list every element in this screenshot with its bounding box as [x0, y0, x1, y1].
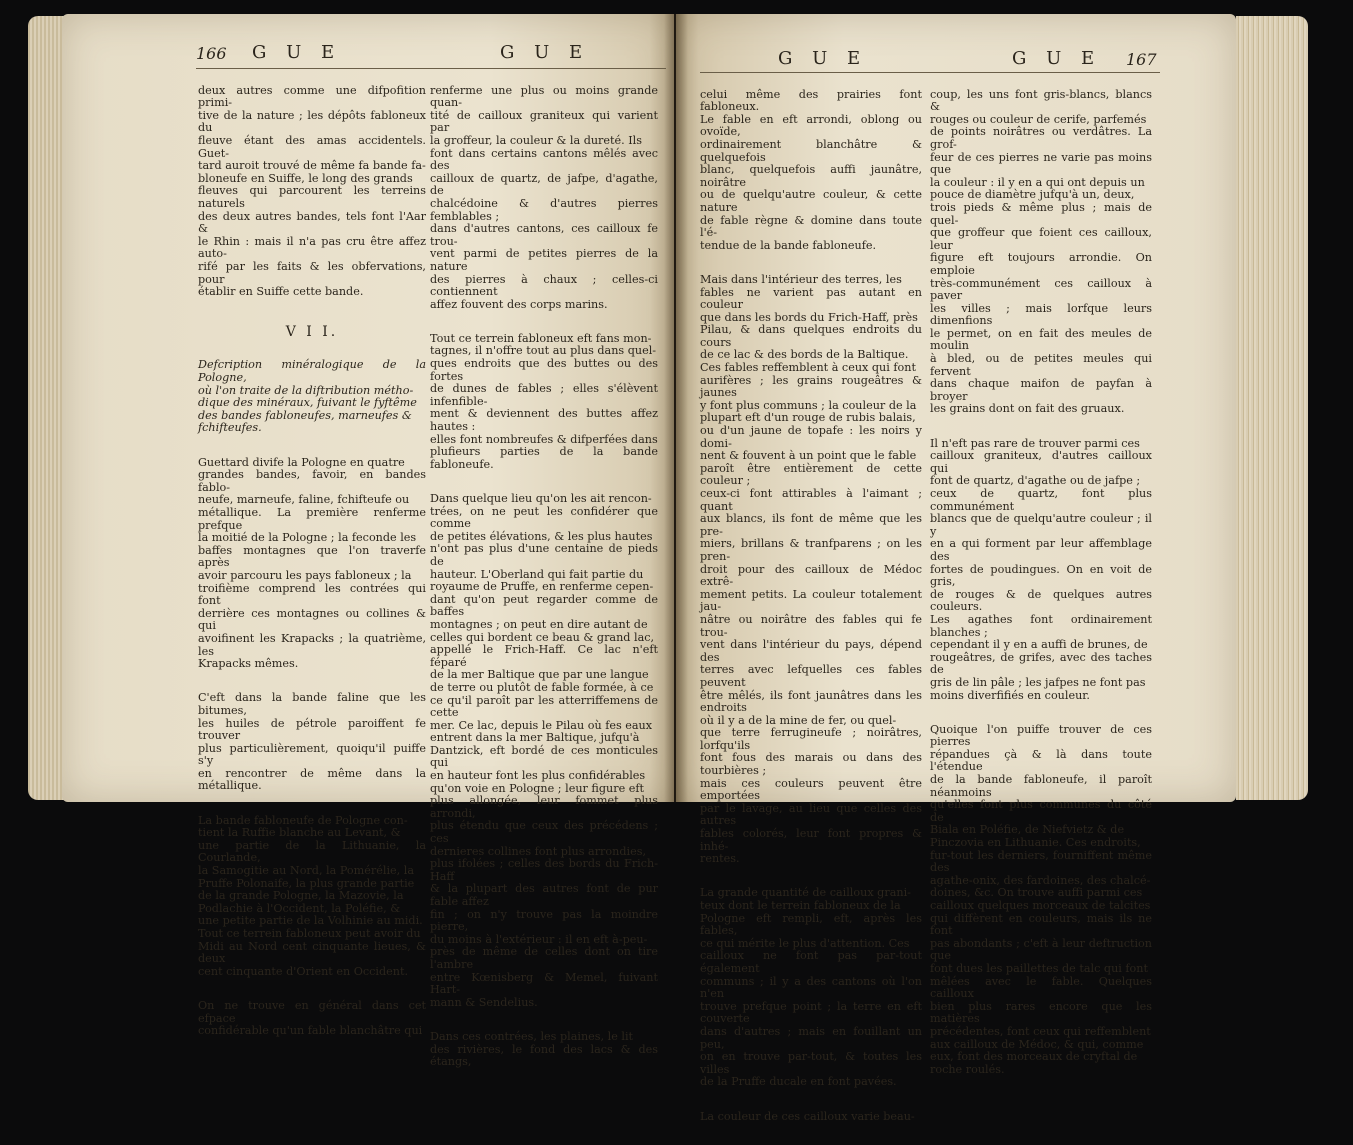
left-page-number: 166 — [196, 44, 227, 63]
book-gutter — [664, 14, 688, 802]
section-subtitle: Defcription minéralogique de la Pologne, où l'on traite de la diftribution métho- dique des minéraux, fuivant le fyftême des bandes fabloneufes, marneufes & fchifteufes. — [198, 358, 426, 435]
right-page-number: 167 — [1126, 50, 1157, 69]
paragraph: La bande fabloneufe de Pologne con- tient la Ruffie blanche au Levant, & une partie de la Lithuanie, la Courlande, la Samogitie au Nord, la Pomérélie, la Pruffe Polonaife, la plus grande partie de la grande Pologne, la Mazovie, la Podlachie à l'Occident, la Poléfie, & une petite partie de la Volhinie au midi. Tout ce terrein fabloneux peut avoir du Midi au Nord cent cinquante lieues, & deux cent cinquante d'Orient en Occident. — [198, 813, 426, 978]
paragraph: deux autres comme une difpofition primi- tive de la nature ; les dépôts fabloneux du fleuve étant des amas accidentels. Guet- tard auroit trouvé de même fa bande fa- bloneufe en Suiffe, le long des grands fleuves qui parcourent les terreins naturels des deux autres bandes, tels font l'Aar & le Rhin : mais il n'a pas cru être affez auto- rifé par les faits & les obfervations, pour établir en Suiffe cette bande. — [198, 83, 426, 299]
paragraph: Dans quelque lieu qu'on les ait rencon- trées, on ne peut les confidérer que comme de petites élévations, & les plus hautes n'ont pas plus d'une centaine de pieds de hauteur. L'Oberland qui fait partie du royaume de Pruffe, en renferme cepen- dant qu'on peut regarder comme de baffes montagnes ; on peut en dire autant de celles qui bordent ce beau & grand lac, appellé le Frich-Haff. Ce lac n'eft féparé de la mer Baltique que par une langue de terre ou plutôt de fable formée, à ce ce qu'il paroît par les atterriffemens de cette mer. Ce lac, depuis le Pilau où fes eaux entrent dans la mer Baltique, jufqu'à Dantzick, eft bordé de ces monticules qui en hauteur font les plus confidérables qu'on voie en Pologne ; leur figure eft plus allongée, leur fommet plus arrondi, plus étendu que ceux des précédens ; ces dernieres collines font plus arrondies, plus ifolées ; celles des bords du Frich-Haff & la plupart des autres font de pur fable affez fin ; on n'y trouve pas la moindre pierre, du moins à l'extérieur : il en eft à-peu- près de même de celles dont on tire l'ambre entre Kœnisberg & Memel, fuivant Hart- mann & Sendelius. — [430, 492, 658, 1009]
left-running-head-2: G U E — [500, 42, 590, 63]
right-column-2 — [930, 76, 1152, 1098]
paragraph: renferme une plus ou moins grande quan- tité de cailloux graniteux qui varient par la groffeur, la couleur & la dureté. Ils font dans certains cantons mêlés avec des cailloux de quartz, de jafpe, d'agathe, de chalcédoine & d'autres pierres femblables ; dans d'autres cantons, ces cailloux fe trou- vent parmi de petites pierres de la nature des pierres à chaux ; celles-ci contiennent affez fouvent des corps marins. — [430, 83, 658, 311]
right-running-head-2: G U E — [1012, 48, 1102, 69]
paragraph: La grande quantité de cailloux grani- teux dont le terrein fabloneux de la Pologne eft rempli, eft, après les fables, ce qui mérite le plus d'attention. Ces cailloux ne font pas par-tout également communs ; il y a des cantons où l'on n'en trouve prefque point ; la terre en eft couverte dans d'autres ; mais en fouillant un peu, on en trouve par-tout, & toutes les villes de la Pruffe ducale en font pavées. — [700, 886, 922, 1089]
left-column-2 — [430, 72, 658, 1090]
left-running-head-1: G U E — [252, 42, 342, 63]
paragraph: On ne trouve en général dans cet efpace confidérable qu'un fable blanchâtre qui — [198, 998, 426, 1038]
left-page-edges — [28, 16, 64, 800]
left-header-rule — [196, 68, 666, 69]
paragraph: celui même des prairies font fabloneux. Le fable en eft arrondi, oblong ou ovoïde, ordinairement blanchâtre & quelquefois blanc, quelquefois auffi jaunâtre, noirâtre ou de quelqu'autre couleur, & cette nature de fable règne & domine dans toute l'é- tendue de la bande fabloneufe. — [700, 87, 922, 252]
left-column-1 — [198, 72, 426, 1059]
paragraph: Quoique l'on puiffe trouver de ces pierres répandues çà & là dans toute l'étendue de la bande fabloneufe, il paroît néanmoins qu'elles font plus communes du côté de Biala en Poléfie, de Niefvietz & de Pinczovia en Lithuanie. Ces endroits, fur-tout les derniers, fourniffent même des agathe-onix, des fardoines, des chalcé- doines, &c. On trouve auffi parmi ces cailloux quelques morceaux de talcites qui diffèrent en couleurs, mais ils ne font pas abondants ; c'eft à leur deftruction que font dues les paillettes de talc qui font mêlées avec le fable. Quelques cailloux bien plus rares encore que les matières précédentes, font ceux qui reffemblent aux cailloux de Médoc, & qui, comme eux, font des morceaux de cryftal de roche roulés. — [930, 722, 1152, 1076]
section-heading: V I I. — [285, 324, 339, 341]
paragraph: Dans ces contrées, les plaines, le lit des rivières, le fond des lacs & des étangs, — [430, 1029, 658, 1069]
right-page-edges — [1236, 16, 1308, 800]
paragraph: Tout ce terrein fabloneux eft fans mon- tagnes, il n'offre tout au plus dans quel- ques endroits que des buttes ou des fortes de dunes de fables ; elles s'élèvent infenfible- ment & deviennent des buttes affez hautes : elles font nombreufes & difperfées dans plufieurs parties de la bande fabloneufe. — [430, 331, 658, 471]
paragraph: Mais dans l'intérieur des terres, les fables ne varient pas autant en couleur que dans les bords du Frich-Haff, près Pilau, & dans quelques endroits du cours de ce lac & des bords de la Baltique. Ces fables reffemblent à ceux qui font aurifères ; les grains rougeâtres & jaunes y font plus communs ; la couleur de la plupart eft d'un rouge de rubis balais, ou d'un jaune de topafe : les noirs y domi- nent & fouvent à un point que le fable paroît être entièrement de cette couleur ; ceux-ci font attirables à l'aimant ; quant aux blancs, ils font de même que les pre- miers, brillans & tranfparens ; on les pren- droit pour des cailloux de Médoc extrê- mement petits. La couleur totalement jau- nâtre ou noirâtre des fables qui fe trou- vent dans l'intérieur du pays, dépend des terres avec lefquelles ces fables peuvent être mêlés, ils font jaunâtres dans les endroits où il y a de la mine de fer, ou quel- que terre ferrugineufe ; noirâtres, lorfqu'ils font fous des marais ou dans des tourbières ; mais ces couleurs peuvent être emportées par le lavage, au lieu que celles des autres fables colorés, leur font propres & inhé- rentes. — [700, 272, 922, 866]
paragraph: coup, les uns font gris-blancs, blancs & rouges ou couleur de cerife, parfemés de points noirâtres ou verdâtres. La grof- feur de ces pierres ne varie pas moins que la couleur : il y en a qui ont depuis un pouce de diamètre jufqu'à un, deux, trois pieds & même plus ; mais de quel- que groffeur que foient ces cailloux, leur figure eft toujours arrondie. On emploie très-communément ces cailloux à paver les villes ; mais lorfque leurs dimenfions le permet, on en fait des meules de moulin à bled, ou de petites meules qui fervent dans chaque maifon de payfan à broyer les grains dont on fait des gruaux. — [930, 87, 1152, 416]
paragraph: Il n'eft pas rare de trouver parmi ces cailloux graniteux, d'autres cailloux qui font de quartz, d'agathe ou de jafpe ; ceux de quartz, font plus communément blancs que de quelqu'autre couleur ; il y en a qui forment par leur affemblage des fortes de poudingues. On en voit de gris, de rouges & de quelques autres couleurs. Les agathes font ordinairement blanches ; cependant il y en a auffi de brunes, de rougeâtres, de grifes, avec des taches de gris de lin pâle ; les jafpes ne font pas moins diverfifiés en couleur. — [930, 436, 1152, 702]
right-running-head-1: G U E — [778, 48, 868, 69]
right-header-rule — [700, 72, 1160, 73]
paragraph: La couleur de ces cailloux varie beau- — [700, 1109, 915, 1123]
paragraph: Guettard divife la Pologne en quatre grandes bandes, favoir, en bandes fablo- neufe, marneufe, faline, fchifteufe ou métallique. La première renferme prefque la moitié de la Pologne ; la feconde les baffes montagnes que l'on traverfe après avoir parcouru les pays fabloneux ; la troifième comprend les contrées qui font derrière ces montagnes ou collines & qui avoifinent les Krapacks ; la quatrième, les Krapacks mêmes. — [198, 455, 426, 671]
right-column-1 — [700, 76, 922, 1145]
paragraph: C'eft dans la bande faline que les bitumes, les huiles de pétrole paroiffent fe trouver plus particulièrement, quoiqu'il puiffe s'y en rencontrer de même dans la métallique. — [198, 691, 426, 793]
